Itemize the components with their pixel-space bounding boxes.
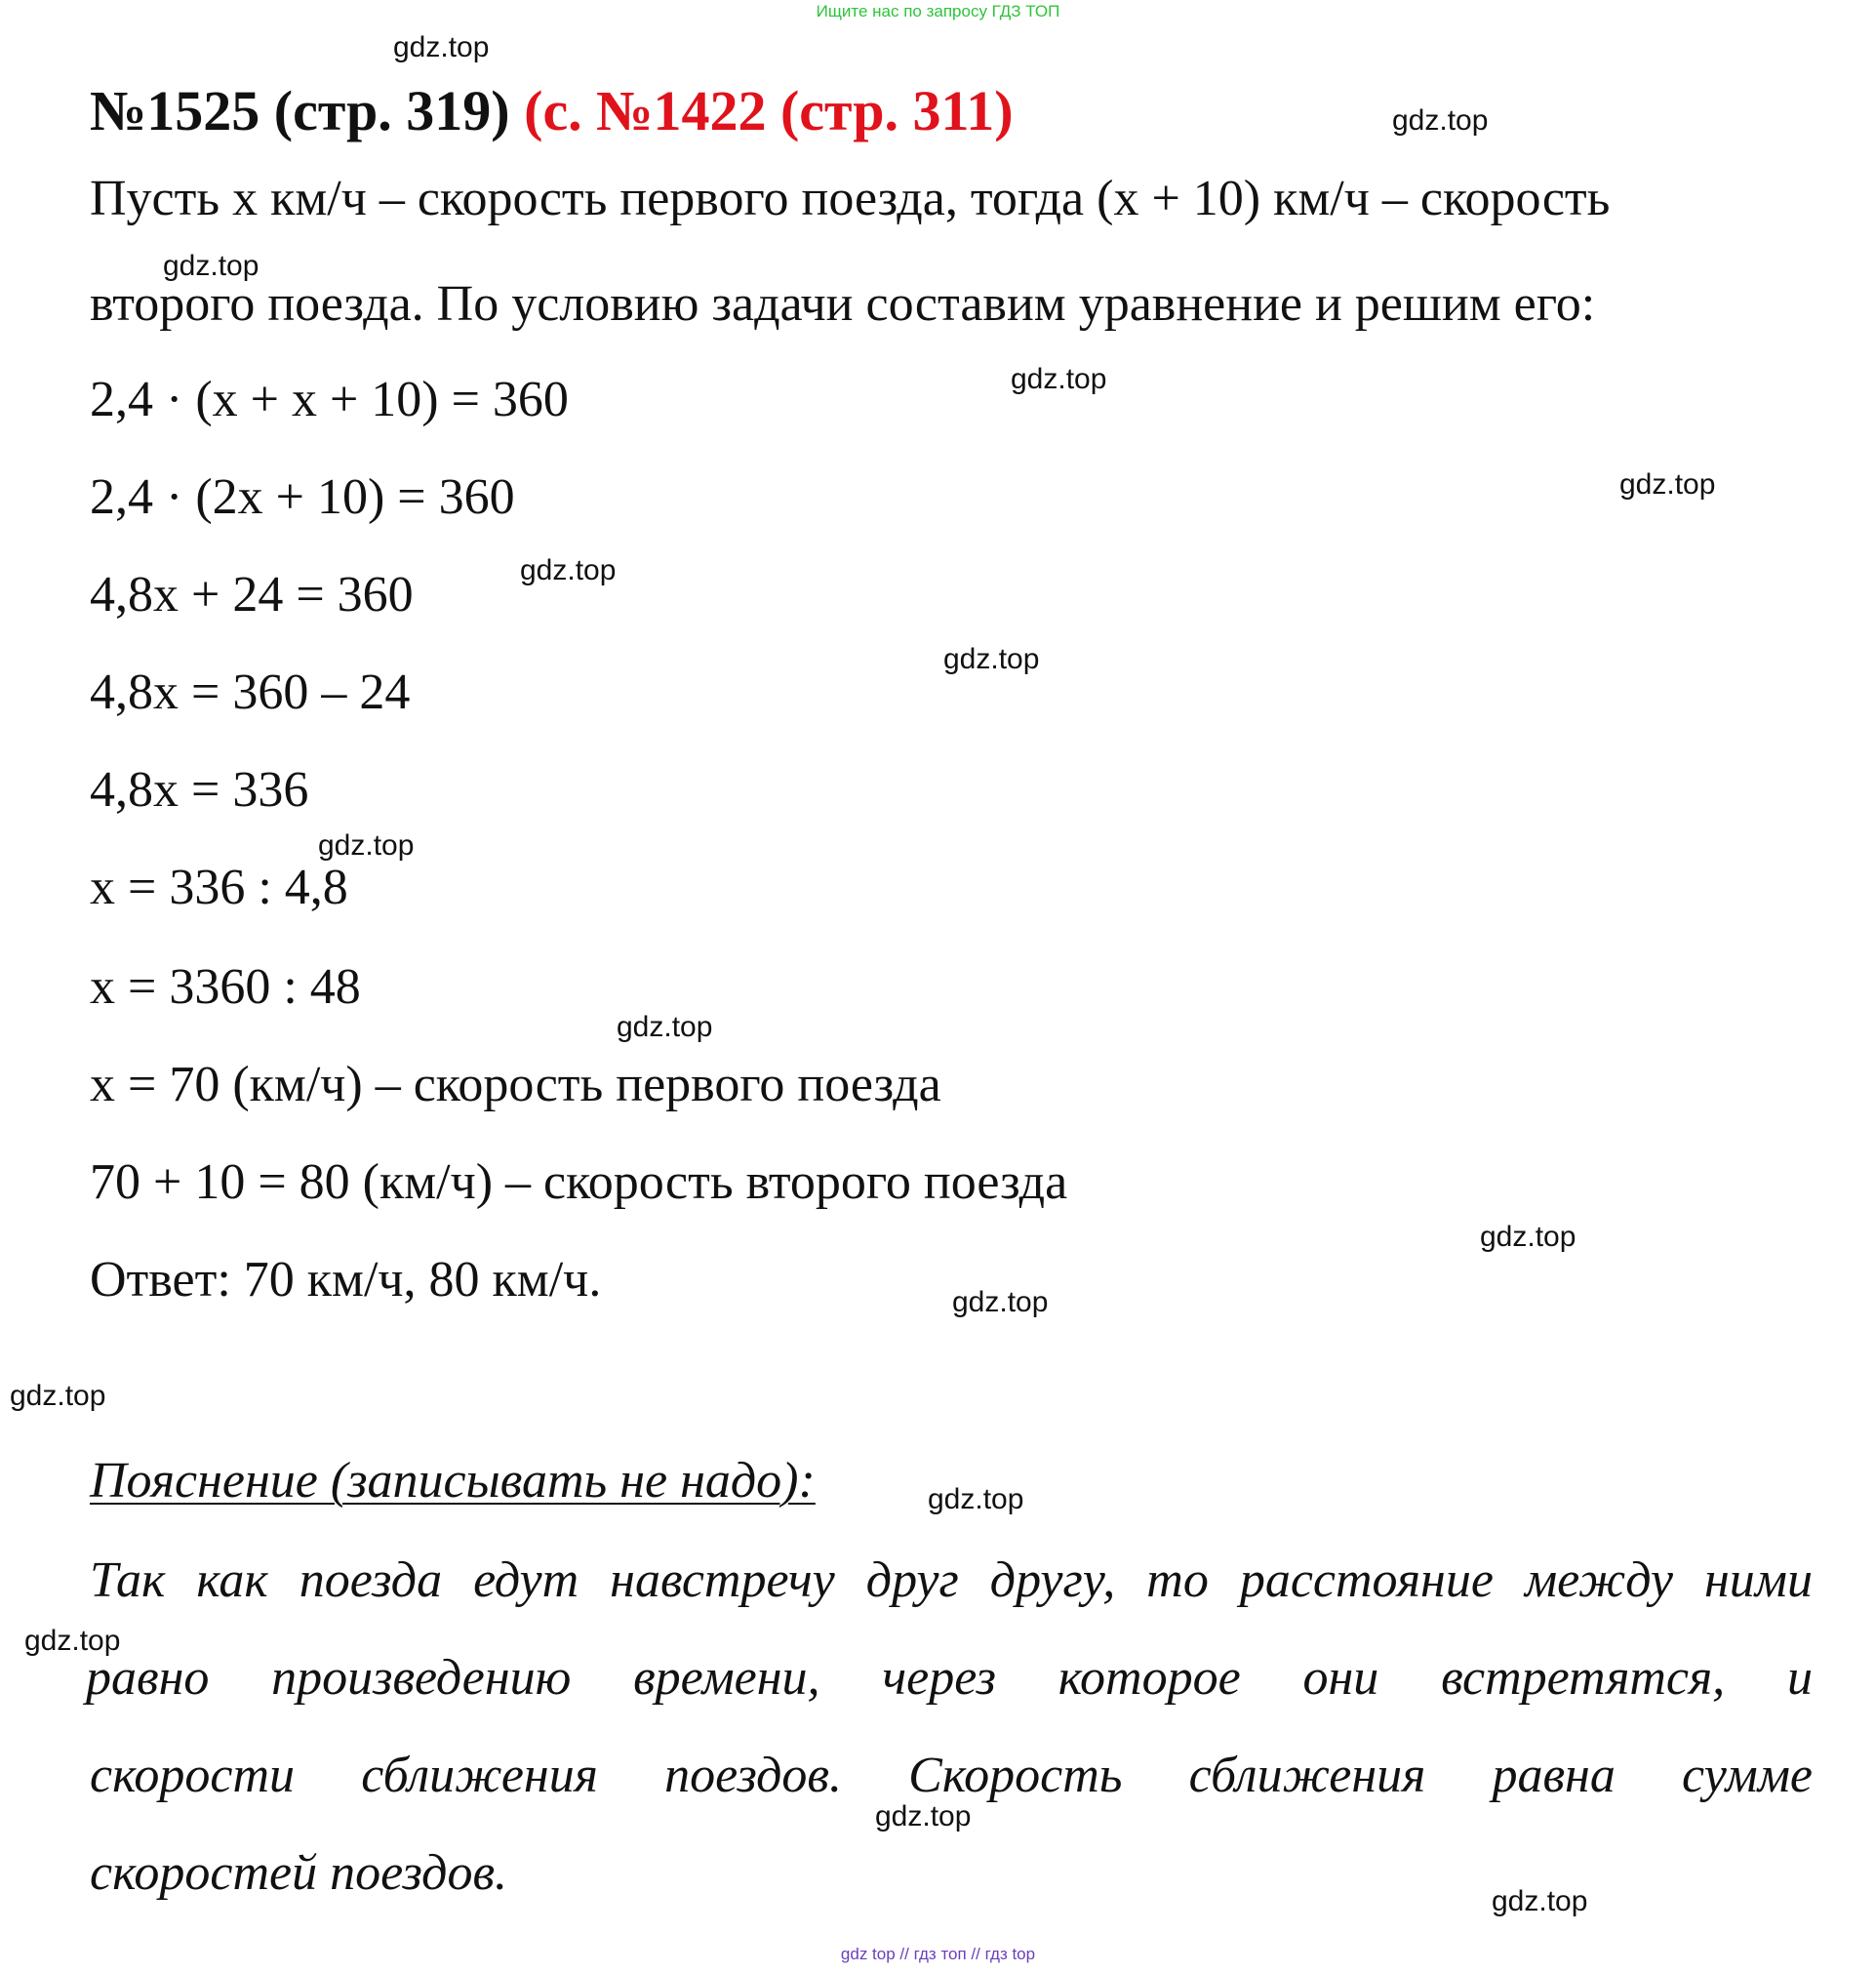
result-first-train: x = 70 (км/ч) – скорость первого поезда: [90, 1057, 941, 1112]
watermark: gdz.top: [163, 250, 259, 282]
watermark: gdz.top: [1619, 468, 1716, 501]
watermark: gdz.top: [393, 31, 490, 63]
top-banner[interactable]: Ищите нас по запросу ГДЗ ТОП: [816, 2, 1060, 20]
result-second-train: 70 + 10 = 80 (км/ч) – скорость второго поезда: [90, 1154, 1068, 1210]
watermark: gdz.top: [1492, 1885, 1588, 1917]
answer-line: Ответ: 70 км/ч, 80 км/ч.: [90, 1252, 602, 1308]
equation-step-4: 4,8x = 360 – 24: [90, 664, 411, 720]
equation-step-7: x = 3360 : 48: [90, 959, 361, 1015]
explanation-line-1: Так как поезда едут навстречу друг другу, то расстояние между ними: [90, 1552, 1813, 1608]
explanation-line-4: скоростей поездов.: [90, 1845, 508, 1901]
equation-step-3: 4,8x + 24 = 360: [90, 567, 414, 623]
equation-step-5: 4,8x = 336: [90, 762, 309, 818]
alt-task-number: (с. №1422 (стр. 311): [524, 79, 1014, 142]
watermark: gdz.top: [928, 1483, 1024, 1515]
watermark: gdz.top: [1392, 104, 1489, 137]
watermark: gdz.top: [943, 643, 1040, 675]
watermark: gdz.top: [1480, 1221, 1577, 1253]
equation-step-6: x = 336 : 4,8: [90, 860, 348, 915]
intro-line-1: Пусть x км/ч – скорость первого поезда, тогда (x + 10) км/ч – скорость: [90, 171, 1611, 226]
task-heading: [90, 78, 1014, 143]
intro-line-2: второго поезда. По условию задачи составим уравнение и решим его:: [90, 276, 1596, 332]
explanation-line-2: равно произведению времени, через которое они встретятся, и: [86, 1650, 1813, 1706]
explanation-title: Пояснение (записывать не надо):: [90, 1453, 816, 1509]
watermark: gdz.top: [875, 1800, 972, 1832]
explanation-line-3: скорости сближения поездов. Скорость сближения равна сумме: [90, 1748, 1813, 1803]
watermark: gdz.top: [520, 554, 617, 586]
watermark: gdz.top: [24, 1625, 121, 1657]
equation-step-2: 2,4 · (2x + 10) = 360: [90, 469, 515, 525]
equation-step-1: 2,4 · (x + x + 10) = 360: [90, 372, 569, 427]
watermark: gdz.top: [1011, 363, 1107, 395]
watermark: gdz.top: [952, 1286, 1049, 1318]
watermark: gdz.top: [10, 1380, 106, 1412]
bottom-banner[interactable]: gdz top // гдз топ // гдз top: [840, 1945, 1036, 1963]
watermark: gdz.top: [318, 829, 415, 862]
watermark: gdz.top: [617, 1011, 713, 1043]
task-number: №1525 (стр. 319): [90, 79, 510, 142]
